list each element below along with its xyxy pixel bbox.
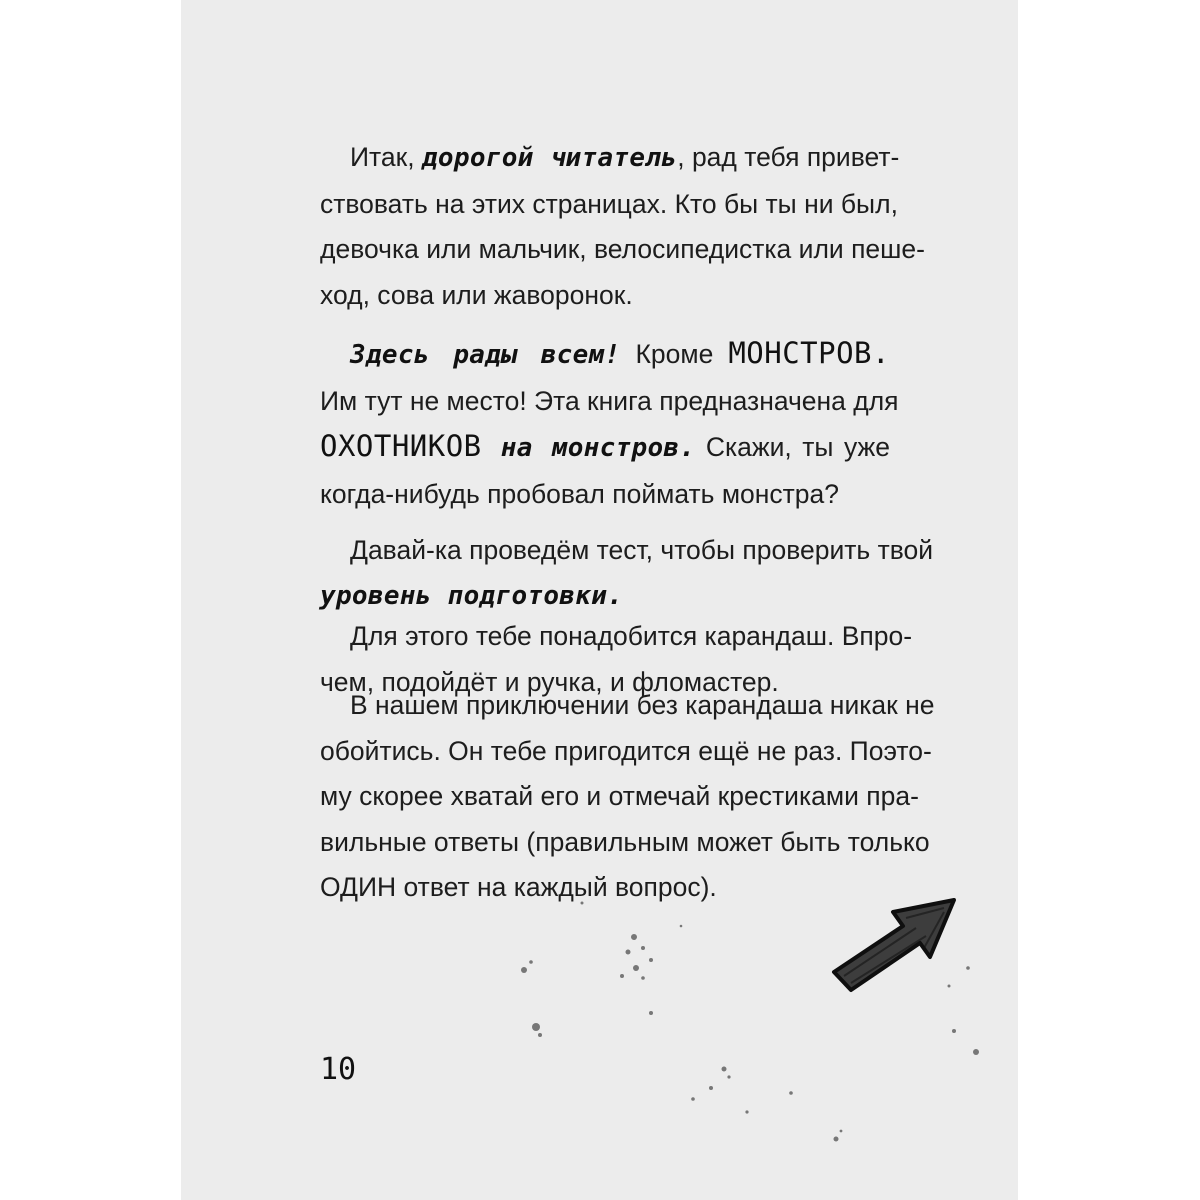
paragraph-instructions (320, 683, 935, 911)
text-line: Для этого тебе понадобится карандаш. Впро- (350, 621, 913, 651)
page-number: 10 (320, 1052, 357, 1087)
text-line: ход, сова или жаворонок. (320, 279, 633, 310)
text-line: В нашем приключении без карандаша никак не (350, 690, 935, 720)
text-line: ствовать на этих страницах. Кто бы ты ни был, (320, 188, 898, 219)
hand-drawn-arrow-up-right-icon (826, 888, 961, 1000)
text-line: ОДИН ответ на каждый вопрос). (320, 872, 717, 902)
paragraph-greeting (320, 135, 925, 318)
text-fragment: Кроме (620, 339, 729, 369)
text-line (320, 331, 890, 379)
text-line: девочка или мальчик, велосипедистка или пеше- (320, 234, 925, 264)
handwritten-phrase: на монстров. (481, 433, 696, 463)
handwritten-caps-phrase: МОНСТРОВ. (728, 336, 890, 370)
text-fragment: Итак, (350, 142, 422, 172)
text-fragment: Скажи, ты уже (695, 432, 890, 462)
paragraph-welcome (320, 331, 899, 517)
text-line: вильные ответы (правильным может быть только (320, 826, 930, 857)
paragraph-test (320, 528, 934, 619)
text-line: обойтись. Он тебе пригодится ещё не раз. Поэто- (320, 735, 932, 766)
text-line (320, 135, 900, 182)
handwritten-phrase: дорогой читатель (421, 143, 678, 173)
text-line: чем, подойдёт и ручка, и фломастер. (320, 666, 779, 697)
text-line: му скорее хватай его и отмечай крестиками пра- (320, 781, 919, 811)
text-line (320, 424, 890, 472)
text-line: Им тут не место! Эта книга предназначена для (320, 385, 899, 416)
book-page (181, 0, 1018, 1200)
text-line: Давай-ка проведём тест, чтобы проверить твой (350, 535, 934, 565)
handwritten-caps-phrase: ОХОТНИКОВ (320, 429, 482, 463)
text-line: когда-нибудь пробовал поймать монстра? (320, 478, 840, 509)
text-fragment: , рад тебя привет- (677, 142, 900, 172)
handwritten-phrase: уровень подготовки. (320, 580, 624, 611)
handwritten-phrase: Здесь рады всем! (350, 340, 621, 370)
